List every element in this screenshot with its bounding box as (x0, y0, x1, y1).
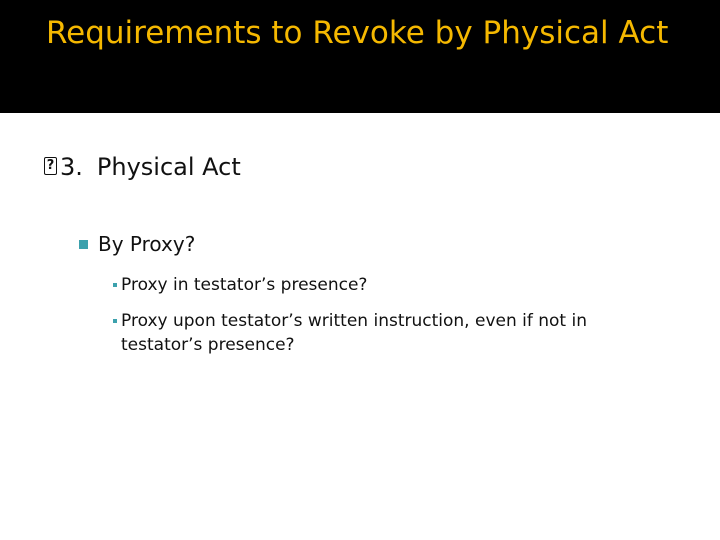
small-square-bullet-icon (113, 283, 117, 287)
title-bar (0, 0, 720, 113)
level3-item-label: Proxy upon testator’s written instruction, even if not in testator’s presence? (121, 311, 587, 355)
square-bullet-icon (79, 240, 88, 249)
level2-item-label: By Proxy? (98, 232, 196, 256)
small-square-bullet-icon (113, 319, 117, 323)
level3-item-label: Proxy in testator’s presence? (121, 275, 368, 295)
unrendered-glyph-box-icon (44, 157, 57, 175)
slide-title: Requirements to Revoke by Physical Act (46, 15, 669, 51)
level1-item-physical-act (44, 149, 241, 185)
level2-item-by-proxy (79, 229, 195, 259)
level1-item-label: Physical Act (96, 153, 241, 181)
level3-item-written-instruction (117, 309, 657, 357)
level3-item-presence (117, 273, 657, 297)
item-number: 3. (60, 153, 83, 181)
